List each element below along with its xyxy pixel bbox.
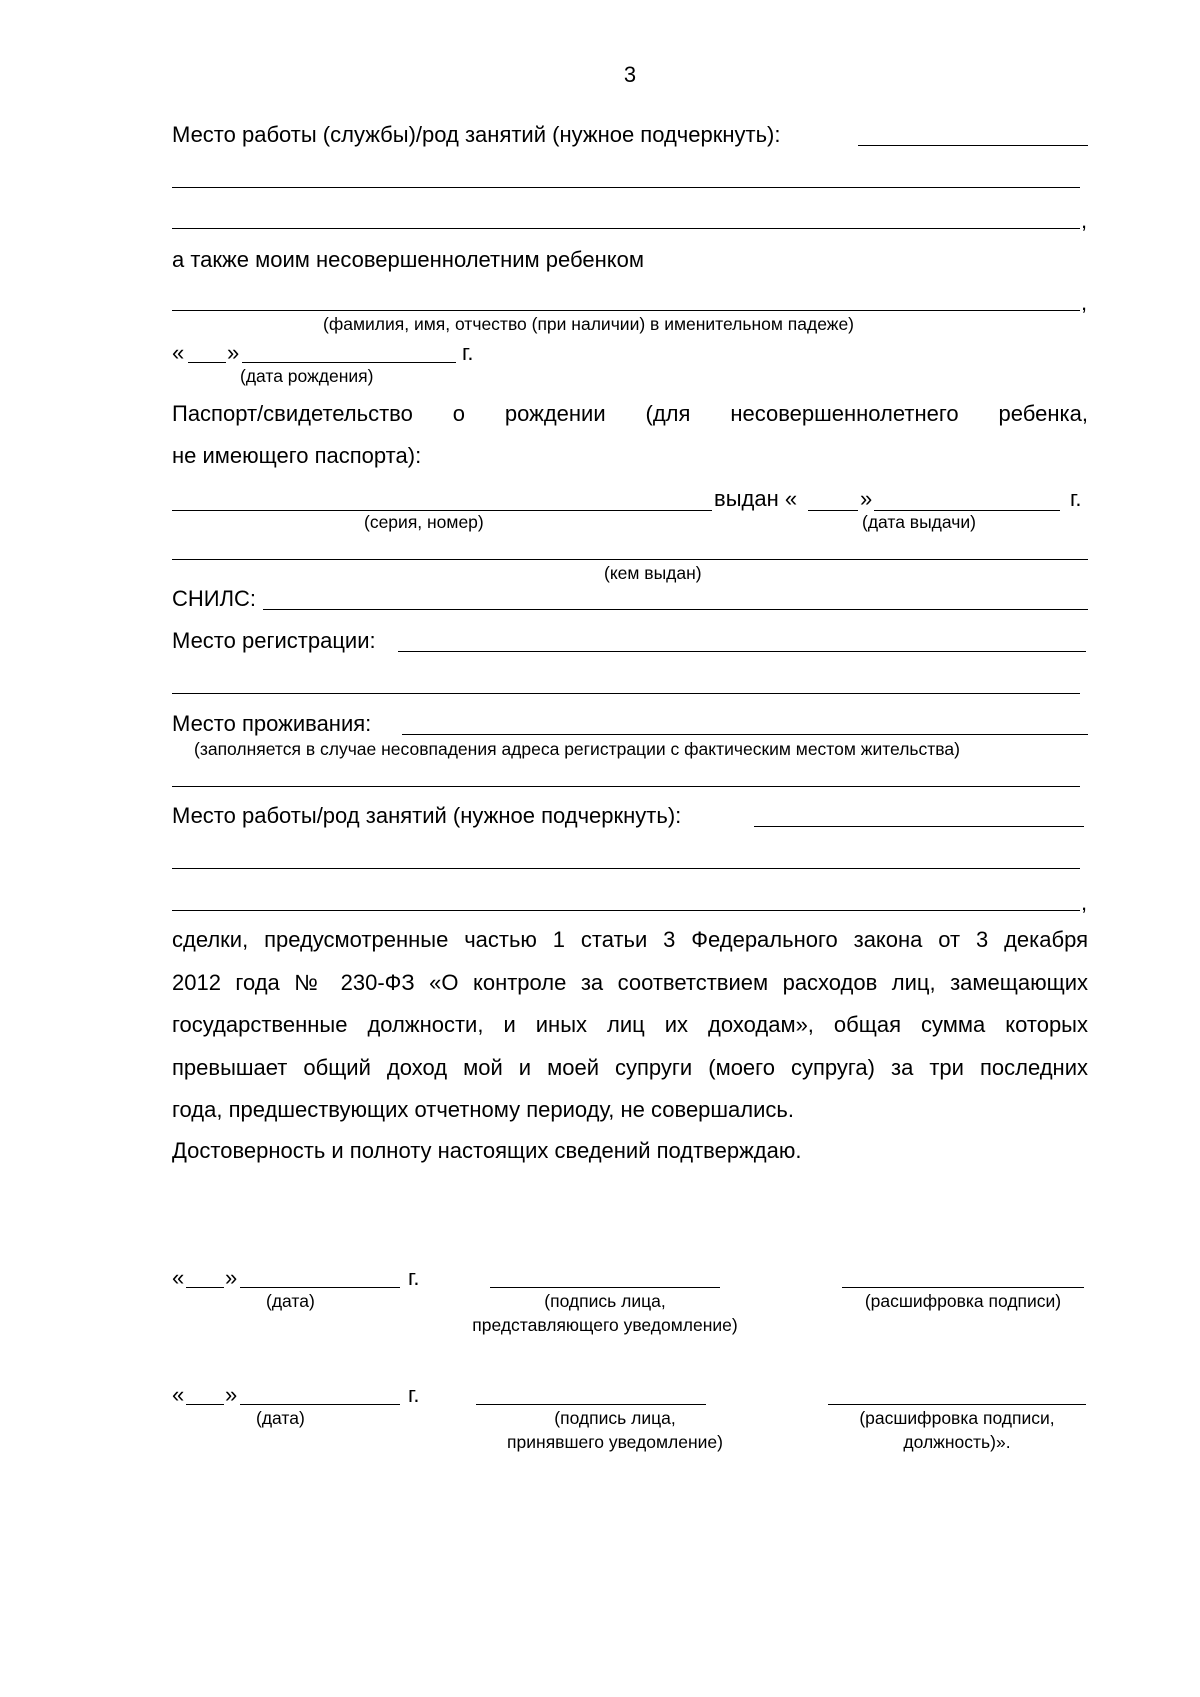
page-number: 3	[623, 62, 637, 87]
sig2-decoding-caption-2: должность)».	[903, 1432, 1011, 1452]
spouse-workplace-line-2[interactable]	[172, 187, 1080, 188]
sig2-day-line[interactable]	[186, 1404, 224, 1405]
snils-line[interactable]	[263, 609, 1088, 610]
sig2-signature-line[interactable]	[476, 1404, 706, 1405]
sig2-quote-open: «	[172, 1382, 185, 1407]
sig2-signature-caption-1: (подпись лица,	[554, 1408, 676, 1428]
series-caption: (серия, номер)	[364, 512, 484, 532]
passport-word: о	[452, 401, 465, 426]
statement-paragraph	[172, 919, 1088, 1132]
spouse-workplace-line-1[interactable]	[858, 145, 1088, 146]
issued-year-suffix: г.	[1070, 486, 1082, 511]
registration-line-2[interactable]	[172, 693, 1080, 694]
statement-line: сделки, предусмотренные частью 1 статьи 3 Федерального закона от 3 декабря	[172, 927, 1088, 952]
statement-line: года, предшествующих отчетному периоду, не совершались.	[172, 1097, 794, 1123]
birth-day-line[interactable]	[188, 362, 226, 363]
spouse-workplace-label: Место работы (службы)/род занятий (нужное подчеркнуть):	[172, 122, 781, 147]
residence-line-1[interactable]	[402, 734, 1088, 735]
sig1-decoding-line[interactable]	[842, 1287, 1084, 1288]
spouse-workplace-line-3[interactable]	[172, 228, 1080, 229]
sig1-year-suffix: г.	[408, 1265, 420, 1290]
child-name-line[interactable]	[172, 310, 1080, 311]
statement-line: государственные должности, и иных лиц их доходам», общая сумма которых	[172, 1012, 1088, 1038]
child-workplace-line-2[interactable]	[172, 868, 1080, 869]
sig2-date-caption: (дата)	[256, 1408, 305, 1428]
sig1-quote-open: «	[172, 1265, 185, 1290]
residence-label: Место проживания:	[172, 711, 372, 736]
child-intro: а также моим несовершеннолетним ребенком	[172, 247, 644, 272]
sig1-signature-caption-1: (подпись лица,	[544, 1291, 666, 1311]
sig2-month-year-line[interactable]	[240, 1404, 400, 1405]
birth-date-year-suffix: г.	[462, 340, 474, 365]
sig2-year-suffix: г.	[408, 1382, 420, 1407]
child-workplace-line-1[interactable]	[754, 826, 1084, 827]
issued-quote-close: »	[860, 486, 873, 511]
spouse-workplace-comma: ,	[1081, 208, 1088, 233]
sig2-decoding-line[interactable]	[828, 1404, 1086, 1405]
issue-day-line[interactable]	[808, 510, 858, 511]
passport-line-1	[172, 401, 1088, 427]
sig1-decoding-caption: (расшифровка подписи)	[864, 1291, 1062, 1311]
child-workplace-line-3[interactable]	[172, 910, 1080, 911]
passport-series-line[interactable]	[172, 510, 712, 511]
birth-date-caption: (дата рождения)	[240, 366, 374, 386]
snils-label: СНИЛС:	[172, 586, 257, 611]
child-workplace-comma: ,	[1081, 890, 1088, 915]
birth-date-quote-open: «	[172, 340, 185, 365]
child-name-caption: (фамилия, имя, отчество (при наличии) в именительном падеже)	[323, 314, 854, 334]
statement-line: 2012 года № 230-ФЗ «О контроле за соответствием расходов лиц, замещающих	[172, 969, 1088, 995]
birth-date-quote-close: »	[227, 340, 240, 365]
child-workplace-label: Место работы/род занятий (нужное подчеркнуть):	[172, 803, 682, 828]
confirmation-text: Достоверность и полноту настоящих сведений подтверждаю.	[172, 1138, 802, 1163]
sig2-signature-caption-2: принявшего уведомление)	[507, 1432, 723, 1452]
issue-month-year-line[interactable]	[874, 510, 1060, 511]
residence-caption: (заполняется в случае несовпадения адреса регистрации с фактическим местом жительства)	[194, 739, 960, 759]
statement-line: превышает общий доход мой и моей супруги (моего супруга) за три последних	[172, 1054, 1088, 1080]
sig1-signature-line[interactable]	[490, 1287, 720, 1288]
sig1-signature-caption-2: представляющего уведомление)	[472, 1315, 738, 1335]
passport-word: ребенка,	[998, 401, 1088, 426]
issued-label: выдан «	[714, 486, 798, 511]
passport-word: рождении	[504, 401, 606, 426]
passport-line-2: не имеющего паспорта):	[172, 443, 422, 468]
registration-label: Место регистрации:	[172, 628, 376, 653]
birth-month-year-line[interactable]	[242, 362, 456, 363]
sig1-month-year-line[interactable]	[240, 1287, 400, 1288]
passport-word: Паспорт/свидетельство	[172, 401, 413, 426]
passport-word: несовершеннолетнего	[730, 401, 959, 426]
sig1-day-line[interactable]	[186, 1287, 224, 1288]
passport-word: (для	[645, 401, 691, 426]
issuer-line[interactable]	[172, 559, 1088, 560]
issuer-caption: (кем выдан)	[604, 563, 702, 583]
sig2-decoding-caption-1: (расшифровка подписи,	[859, 1408, 1055, 1428]
issue-date-caption: (дата выдачи)	[862, 512, 976, 532]
child-name-comma: ,	[1081, 290, 1088, 315]
residence-line-2[interactable]	[172, 786, 1080, 787]
sig1-quote-close: »	[225, 1265, 238, 1290]
registration-line-1[interactable]	[398, 651, 1086, 652]
sig2-quote-close: »	[225, 1382, 238, 1407]
sig1-date-caption: (дата)	[266, 1291, 315, 1311]
